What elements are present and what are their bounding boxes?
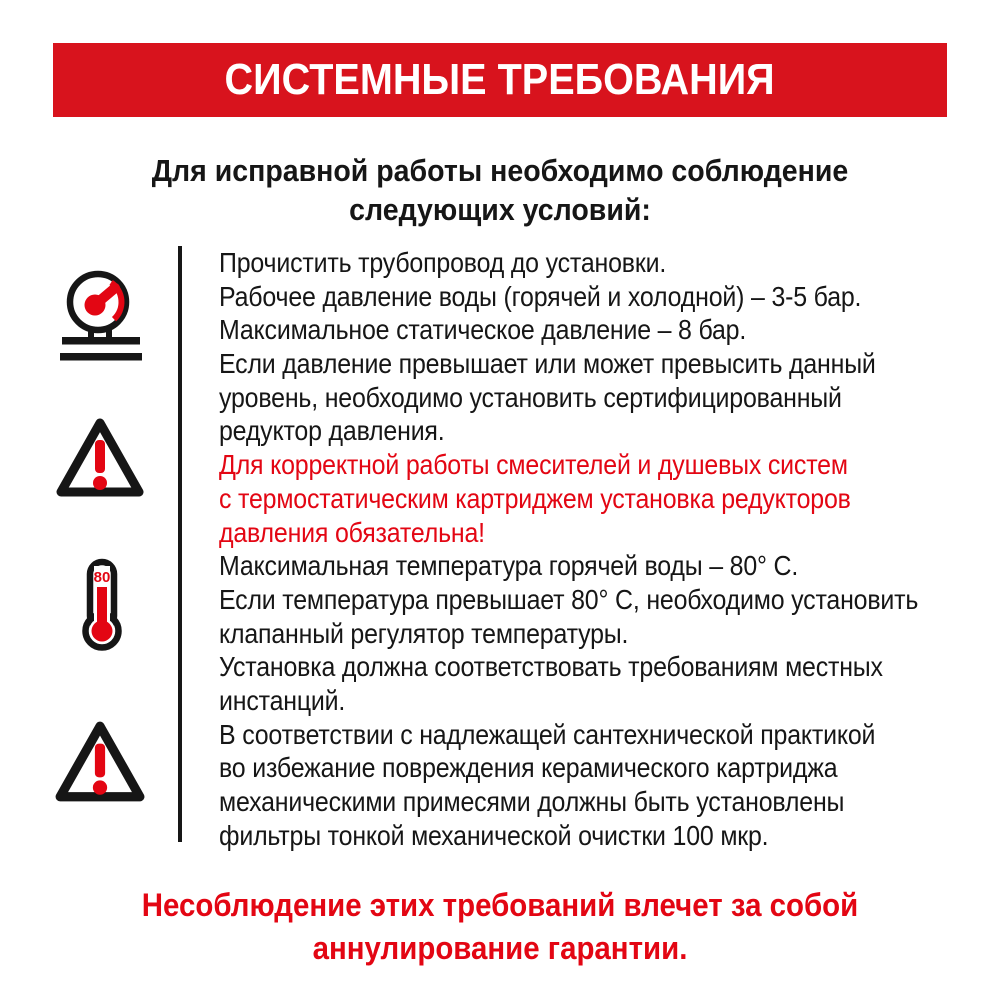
requirement-line: Если температура превышает 80° C, необходимо установить [219,583,919,615]
requirement-line: редуктор давления. [219,415,445,447]
warning-triangle-icon [53,719,147,805]
requirement-line: Максимальное статическое давление – 8 бар. [219,314,747,346]
warranty-line-2: аннулирование гарантии. [312,930,688,966]
warning-triangle-icon [54,416,146,500]
requirement-line: фильтры тонкой механической очистки 100 мкр. [219,819,769,851]
requirements-list [219,246,979,852]
requirement-line: инстанций. [219,684,346,716]
vertical-divider [178,246,182,842]
intro-line-2: следующих условий: [349,192,651,227]
requirement-line: Для корректной работы смесителей и душевых систем [219,449,848,481]
requirement-line: Если давление превышает или может превысить данный [219,348,876,380]
requirement-line: давления обязательна! [219,516,485,548]
intro-text [0,151,1000,229]
thermometer-temperature-label: 80 [93,569,111,586]
requirement-line: Максимальная температура горячей воды – 80° C. [219,550,799,582]
requirement-line: уровень, необходимо установить сертифицированный [219,381,842,413]
intro-line-1: Для исправной работы необходимо соблюдение [151,153,849,188]
requirement-line: во избежание повреждения керамического картриджа [219,752,838,784]
requirement-line: Установка должна соответствовать требованиям местных [219,651,883,683]
requirement-line: клапанный регулятор температуры. [219,617,629,649]
requirement-line: с термостатическим картриджем установка редукторов [219,482,851,514]
requirement-line: В соответствии с надлежащей сантехнической практикой [219,718,876,750]
requirement-line: Рабочее давление воды (горячей и холодной) – 3-5 бар. [219,280,862,312]
requirement-line: механическими примесями должны быть установлены [219,786,845,817]
title-banner [53,43,947,117]
requirement-line: Прочистить трубопровод до установки. [219,247,667,278]
warranty-line-1: Несоблюдение этих требований влечет за собой [141,887,859,923]
pressure-gauge-icon [53,267,143,363]
warranty-warning [0,884,1000,970]
page-title: СИСТЕМНЫЕ ТРЕБОВАНИЯ [224,55,776,104]
thermometer-icon [77,554,127,654]
